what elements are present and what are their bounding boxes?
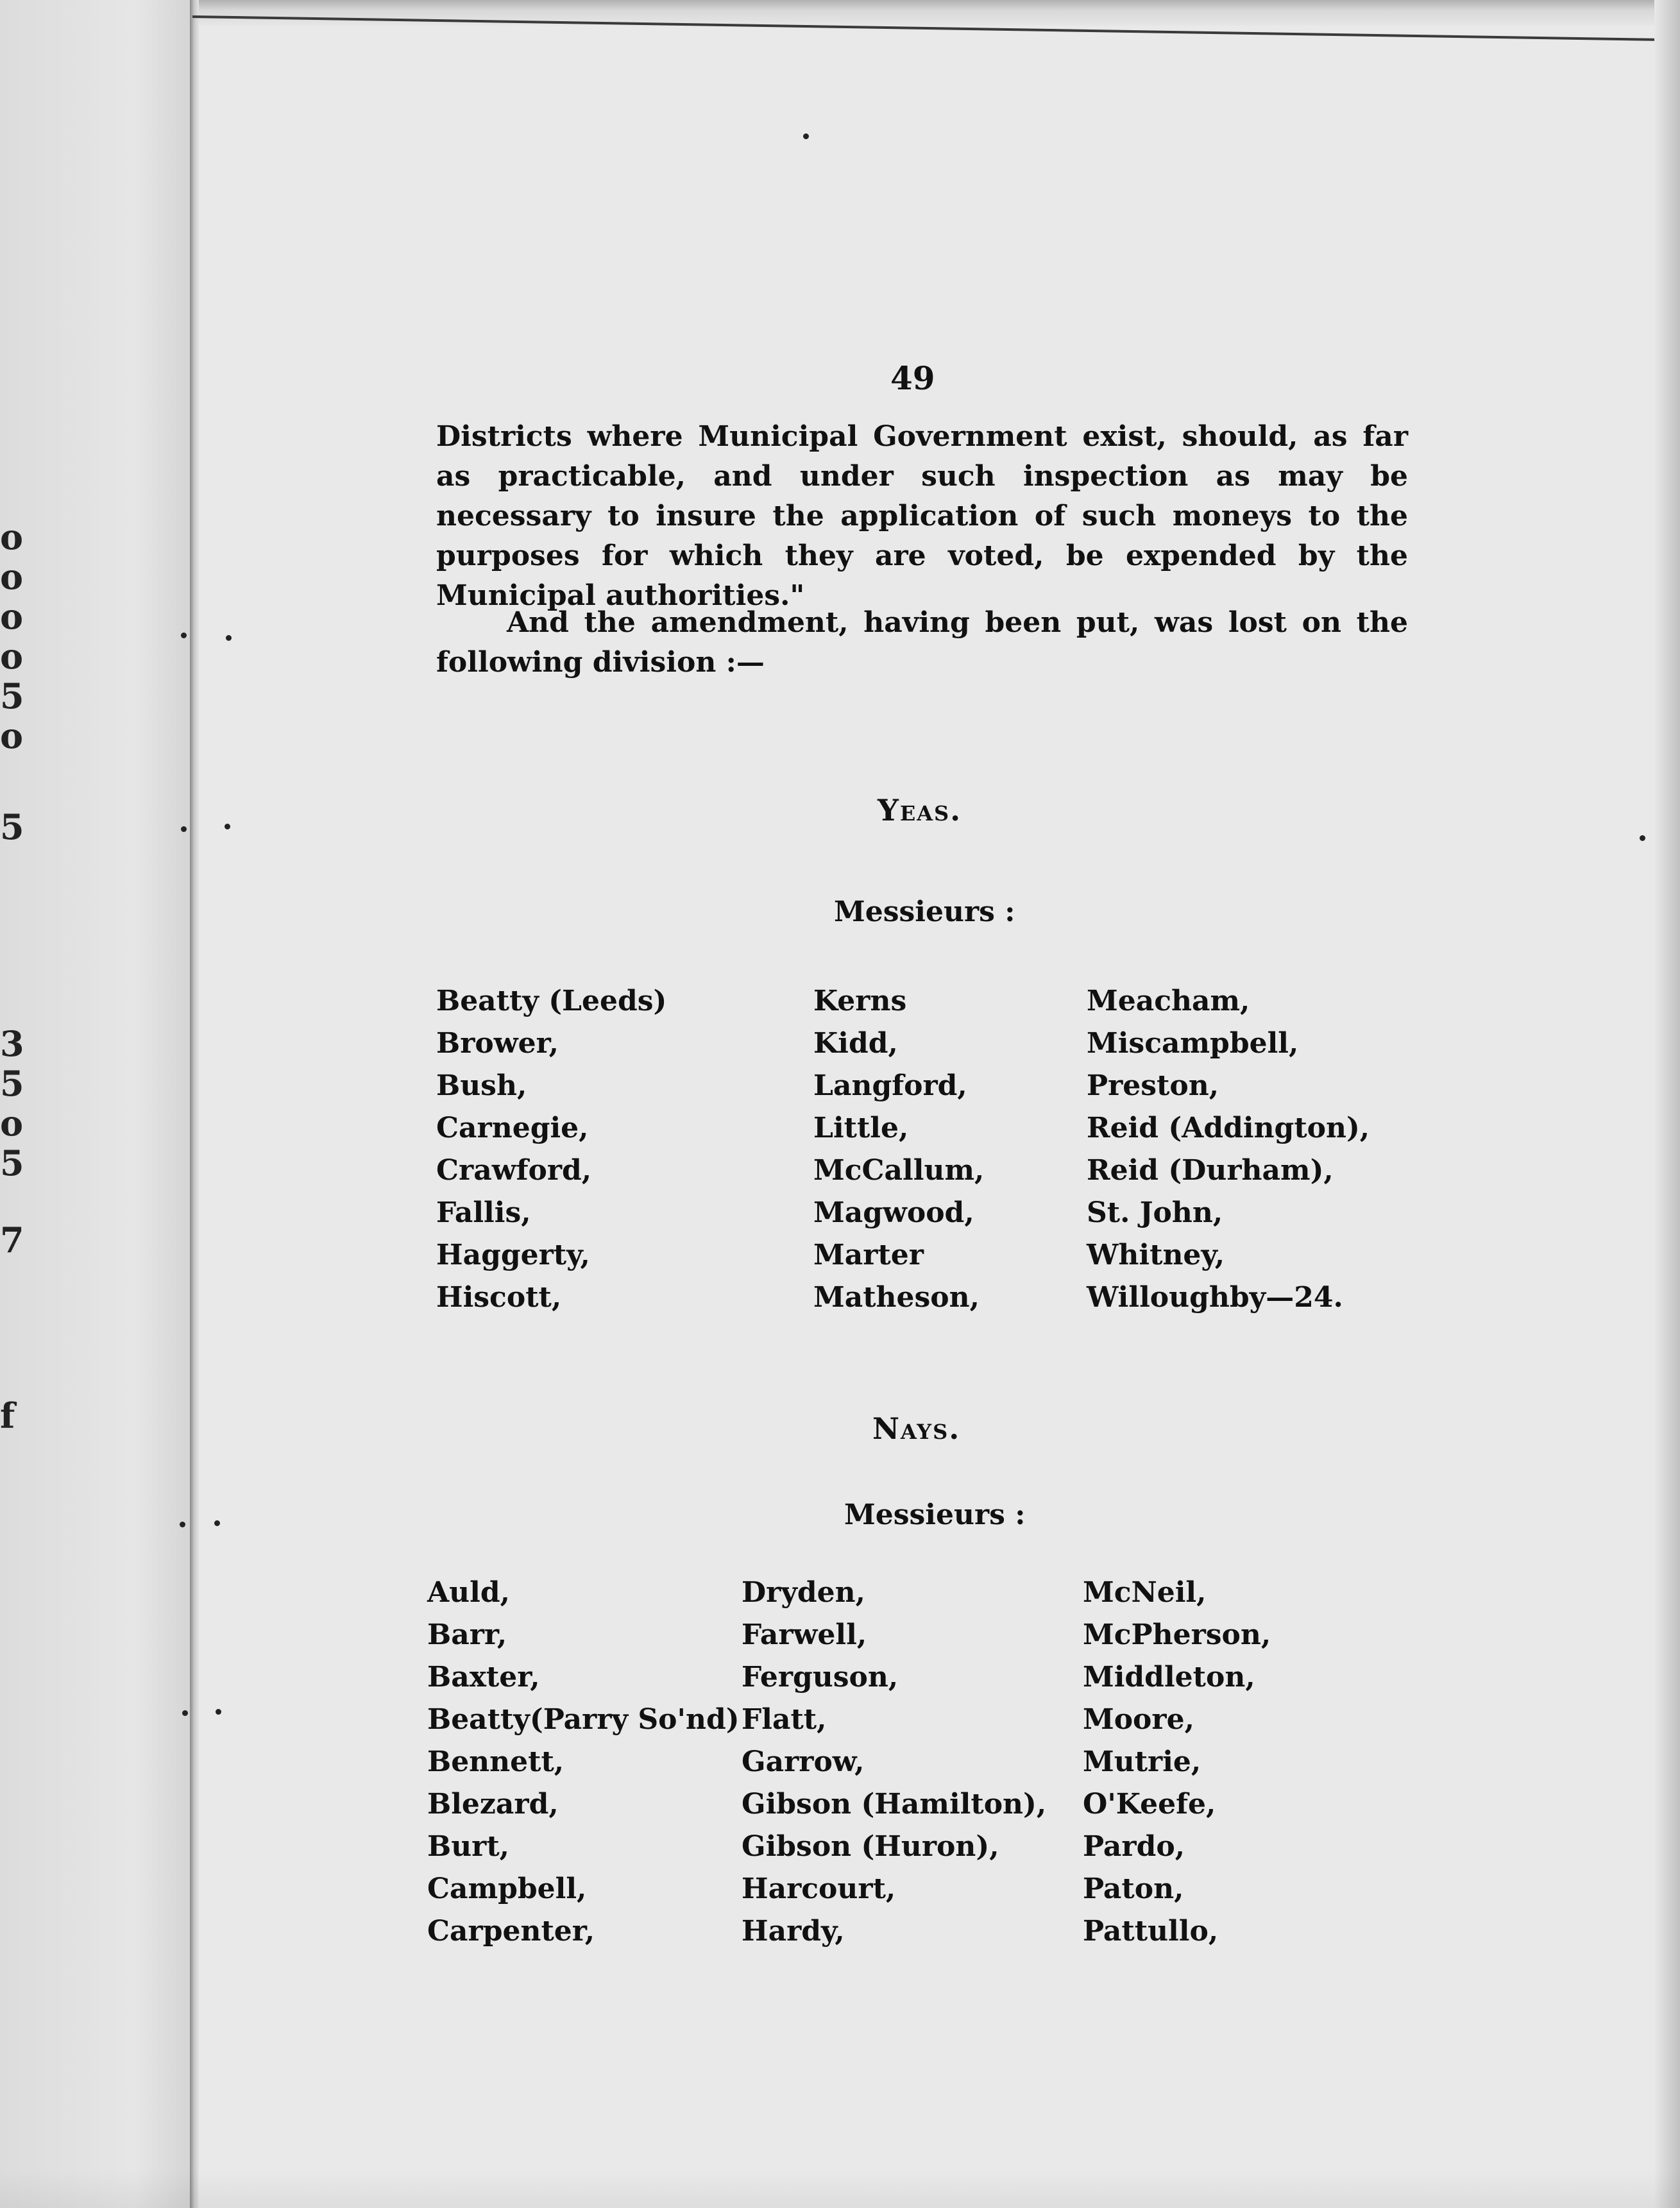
top-page-edge: [199, 0, 1680, 26]
nays-heading: Nays.: [872, 1411, 961, 1446]
facing-page-strip: [0, 0, 192, 2208]
nay-name: Carpenter,: [427, 1915, 595, 1948]
nay-name: Pattullo,: [1083, 1915, 1219, 1948]
nays-column-2: [742, 1572, 1046, 1953]
facing-page-mark: 5: [0, 806, 24, 847]
yea-name: Langford,: [813, 1069, 967, 1102]
nay-name: Flatt,: [742, 1703, 827, 1736]
nay-name: Hardy,: [742, 1915, 845, 1948]
facing-page-mark: 3: [0, 1023, 24, 1064]
yea-name: Crawford,: [436, 1154, 592, 1187]
nay-name: Gibson (Huron),: [742, 1830, 999, 1863]
yea-name: Kidd,: [813, 1027, 898, 1060]
nay-name: Barr,: [427, 1618, 507, 1651]
yea-name: Miscampbell,: [1087, 1027, 1299, 1060]
nay-name: Campbell,: [427, 1873, 587, 1905]
nay-name: Mutrie,: [1083, 1745, 1201, 1778]
facing-page-mark: o: [0, 516, 24, 557]
yea-name: Willoughby—24.: [1087, 1281, 1343, 1314]
facing-page-mark: o: [0, 1103, 24, 1144]
yea-name: Haggerty,: [436, 1239, 590, 1271]
yea-name: St. John,: [1087, 1196, 1223, 1229]
nay-name: Middleton,: [1083, 1661, 1255, 1694]
nay-name: Pardo,: [1083, 1830, 1185, 1863]
yeas-subheading: Messieurs :: [834, 896, 1015, 928]
nay-name: Gibson (Hamilton),: [742, 1788, 1047, 1821]
yea-name: Reid (Durham),: [1087, 1154, 1334, 1187]
nay-name: Moore,: [1083, 1703, 1194, 1736]
nay-name: Burt,: [427, 1830, 510, 1863]
yeas-column-2: [813, 980, 984, 1319]
nay-name: Garrow,: [742, 1745, 865, 1778]
yea-name: McCallum,: [813, 1154, 985, 1187]
yea-name: Kerns: [813, 985, 907, 1017]
nay-name: O'Keefe,: [1083, 1788, 1216, 1821]
show-through-text: [609, 1373, 620, 1413]
yeas-heading: Yeas.: [878, 793, 962, 828]
nay-name: Farwell,: [742, 1618, 867, 1651]
facing-page-mark: o: [0, 636, 24, 677]
yea-name: Hiscott,: [436, 1281, 562, 1314]
nay-name: Dryden,: [742, 1576, 865, 1609]
yea-name: Carnegie,: [436, 1112, 589, 1144]
nay-name: Harcourt,: [742, 1873, 896, 1905]
yea-name: Bush,: [436, 1069, 527, 1102]
ink-speck: [214, 1520, 220, 1526]
facing-page-mark: o: [0, 715, 24, 756]
facing-page-mark: 7: [0, 1219, 24, 1261]
amendment-text: Districts where Municipal Government exist, should, as far as practicable, and under such inspection as may be necessary to insure the application of such moneys to the purposes for which they are voted, be expended by the Municipal authorities.": [436, 420, 1408, 612]
ink-speck: [180, 1522, 185, 1527]
yea-name: Little,: [813, 1112, 909, 1144]
facing-page-mark: o: [0, 556, 24, 597]
facing-page-mark: f: [0, 1395, 15, 1436]
nays-subheading: Messieurs :: [844, 1499, 1026, 1531]
nays-column-1: [427, 1572, 740, 1953]
right-page-edge: [1654, 0, 1680, 2208]
yea-name: Marter: [813, 1239, 924, 1271]
nay-name: Blezard,: [427, 1788, 559, 1821]
yea-name: Fallis,: [436, 1196, 531, 1229]
ink-speck: [803, 133, 809, 139]
facing-page-mark: 5: [0, 1063, 24, 1104]
nay-name: McNeil,: [1083, 1576, 1207, 1609]
nays-column-3: [1083, 1572, 1271, 1953]
ink-speck: [181, 826, 187, 832]
nay-name: Auld,: [427, 1576, 510, 1609]
yea-name: Brower,: [436, 1027, 559, 1060]
yea-name: Preston,: [1087, 1069, 1219, 1102]
ink-speck: [182, 1710, 188, 1716]
nay-name: Baxter,: [427, 1661, 540, 1694]
yea-name: Matheson,: [813, 1281, 980, 1314]
nay-name: Beatty(Parry So'nd): [427, 1703, 740, 1736]
division-intro: And the amendment, having been put, was lost on the following division :—: [436, 606, 1408, 679]
yeas-column-1: [436, 980, 666, 1319]
facing-page-mark: 5: [0, 675, 24, 717]
facing-page-mark: 5: [0, 1142, 24, 1184]
yea-name: Magwood,: [813, 1196, 974, 1229]
ink-speck: [225, 824, 230, 829]
ink-speck: [216, 1709, 221, 1715]
bottom-shadow: [0, 2170, 1680, 2208]
yea-name: Meacham,: [1087, 985, 1250, 1017]
facing-page-mark: o: [0, 596, 24, 637]
nay-name: Ferguson,: [742, 1661, 899, 1694]
page-number: 49: [890, 359, 935, 397]
yea-name: Whitney,: [1087, 1239, 1225, 1271]
ink-speck: [181, 633, 187, 638]
yea-name: Reid (Addington),: [1087, 1112, 1370, 1144]
yea-name: Beatty (Leeds): [436, 985, 667, 1017]
nay-name: Bennett,: [427, 1745, 564, 1778]
page-fold-shadow: [190, 0, 199, 2208]
ink-speck: [226, 635, 232, 641]
nay-name: McPherson,: [1083, 1618, 1271, 1651]
nay-name: Paton,: [1083, 1873, 1184, 1905]
yeas-column-3: [1087, 980, 1370, 1319]
ink-speck: [1640, 835, 1645, 841]
